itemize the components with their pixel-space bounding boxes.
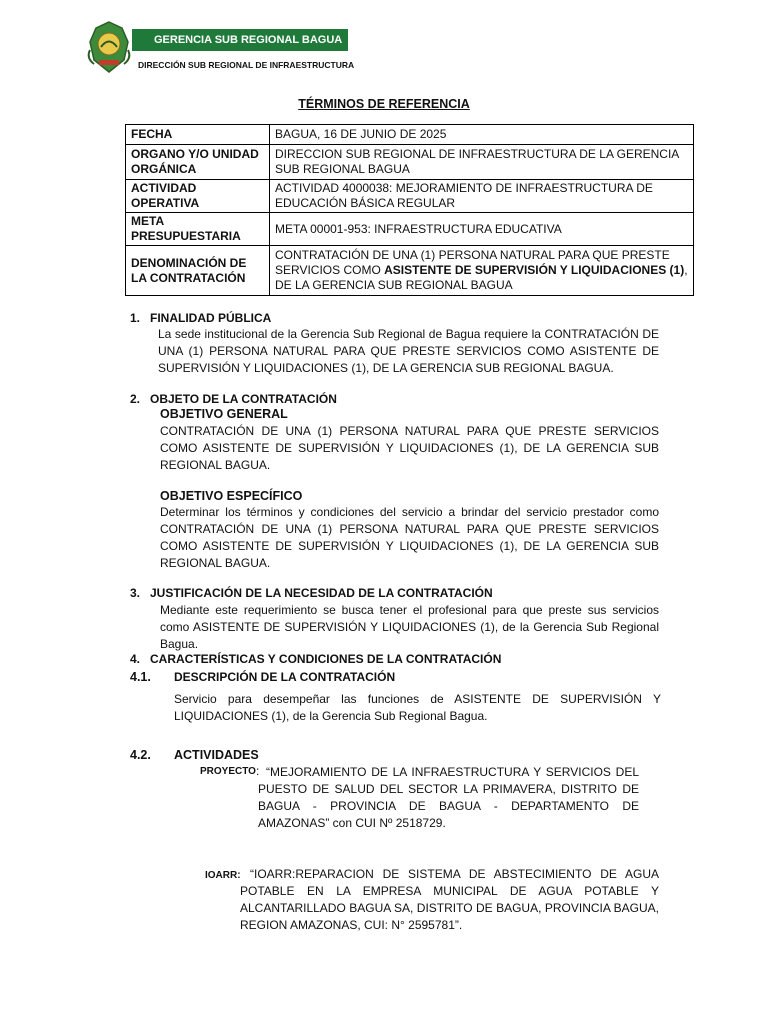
table-value: DIRECCION SUB REGIONAL DE INFRAESTRUCTURA DE LA GERENCIA SUB REGIONAL BAGUA: [270, 145, 694, 180]
proyecto-separator: :: [256, 764, 260, 778]
table-key: ACTIVIDAD OPERATIVA: [126, 180, 270, 213]
ioarr-text: “IOARR:REPARACION DE SISTEMA DE ABSTECIMIENTO DE AGUA POTABLE EN LA EMPRESA MUNICIPAL DE AGUA POTABLE Y ALCANTARILLADO BAGUA SA, DISTRITO DE BAGUA, PROVINCIA BAGUA, REGION AMAZONAS, CUI: N° 2595781”.: [240, 867, 659, 932]
table-row: [126, 145, 694, 180]
table-key: ORGANO Y/O UNIDAD ORGÁNICA: [126, 145, 270, 180]
section-4-1-text: Servicio para desempeñar las funciones de ASISTENTE DE SUPERVISIÓN Y LIQUIDACIONES (1), de la Gerencia Sub Regional Bagua.: [174, 692, 661, 723]
section-3-heading: 3. JUSTIFICACIÓN DE LA NECESIDAD DE LA CONTRATACIÓN: [130, 586, 493, 600]
table-key: META PRESUPUESTARIA: [126, 213, 270, 246]
ioarr-label: IOARR:: [205, 870, 241, 881]
section-2-heading: 2. OBJETO DE LA CONTRATACIÓN: [130, 392, 337, 406]
table-value: META 00001-953: INFRAESTRUCTURA EDUCATIVA: [270, 213, 694, 246]
section-1-text: La sede institucional de la Gerencia Sub Regional de Bagua requiere la CONTRATACIÓN DE UNA (1) PERSONA NATURAL PARA QUE PRESTE SERVICIOS COMO ASISTENTE DE SUPERVISIÓN Y LIQUIDACIONES (1), DE LA GERENCIA SUB REGIONAL BAGUA.: [158, 327, 659, 375]
regional-emblem-icon: [84, 20, 134, 74]
table-row: [126, 125, 694, 145]
proyecto-text: “MEJORAMIENTO DE LA INFRAESTRUCTURA Y SERVICIOS DEL PUESTO DE SALUD DEL SECTOR LA PRIMAVERA, DISTRITO DE BAGUA - PROVINCIA DE BAGUA - DEPARTAMENTO DE AMAZONAS” con CUI Nº 2518729.: [258, 765, 639, 830]
section-4-2-number: 4.2.: [130, 748, 151, 762]
section-1-heading: 1. FINALIDAD PÚBLICA: [130, 311, 272, 325]
table-key: FECHA: [126, 125, 270, 145]
section-4-1-heading: DESCRIPCIÓN DE LA CONTRATACIÓN: [174, 670, 396, 684]
objetivo-general-text: CONTRATACIÓN DE UNA (1) PERSONA NATURAL PARA QUE PRESTE SERVICIOS COMO ASISTENTE DE SUPERVISIÓN Y LIQUIDACIONES (1), DE LA GERENCIA SUB REGIONAL BAGUA.: [160, 424, 659, 472]
table-row: [126, 246, 694, 296]
objetivo-especifico-text: Determinar los términos y condiciones del servicio a brindar del servicio prestador como CONTRATACIÓN DE UNA (1) PERSONA NATURAL PARA QUE PRESTE SERVICIOS COMO ASISTENTE DE SUPERVISIÓN Y LIQUIDACIONES (1), DE LA GERENCIA SUB REGIONAL BAGUA.: [160, 505, 659, 570]
document-title: TÉRMINOS DE REFERENCIA: [298, 97, 470, 111]
table-value: BAGUA, 16 DE JUNIO DE 2025: [270, 125, 694, 145]
table-value: CONTRATACIÓN DE UNA (1) PERSONA NATURAL PARA QUE PRESTE SERVICIOS COMO ASISTENTE DE SUPERVISIÓN Y LIQUIDACIONES (1), DE LA GERENCIA SUB REGIONAL BAGUA: [270, 246, 694, 296]
section-4-heading: 4. CARACTERÍSTICAS Y CONDICIONES DE LA CONTRATACIÓN: [130, 652, 502, 666]
reference-table: [125, 124, 694, 296]
section-4-2-heading: ACTIVIDADES: [174, 748, 259, 762]
section-4-1-number: 4.1.: [130, 670, 151, 684]
proyecto-label: PROYECTO: [200, 766, 256, 777]
table-row: [126, 180, 694, 213]
table-value: ACTIVIDAD 4000038: MEJORAMIENTO DE INFRAESTRUCTURA DE EDUCACIÓN BÁSICA REGULAR: [270, 180, 694, 213]
table-key: DENOMINACIÓN DE LA CONTRATACIÓN: [126, 246, 270, 296]
header-subheading: DIRECCIÓN SUB REGIONAL DE INFRAESTRUCTURA: [138, 60, 355, 70]
header-banner: GERENCIA SUB REGIONAL BAGUA: [132, 29, 348, 51]
objetivo-especifico-heading: OBJETIVO ESPECÍFICO: [160, 489, 303, 503]
section-3-text: Mediante este requerimiento se busca tener el profesional para que preste sus servicios como ASISTENTE DE SUPERVISIÓN Y LIQUIDACIONES (1), de la Gerencia Sub Regional Bagua.: [160, 603, 659, 651]
table-row: [126, 213, 694, 246]
objetivo-general-heading: OBJETIVO GENERAL: [160, 407, 288, 421]
